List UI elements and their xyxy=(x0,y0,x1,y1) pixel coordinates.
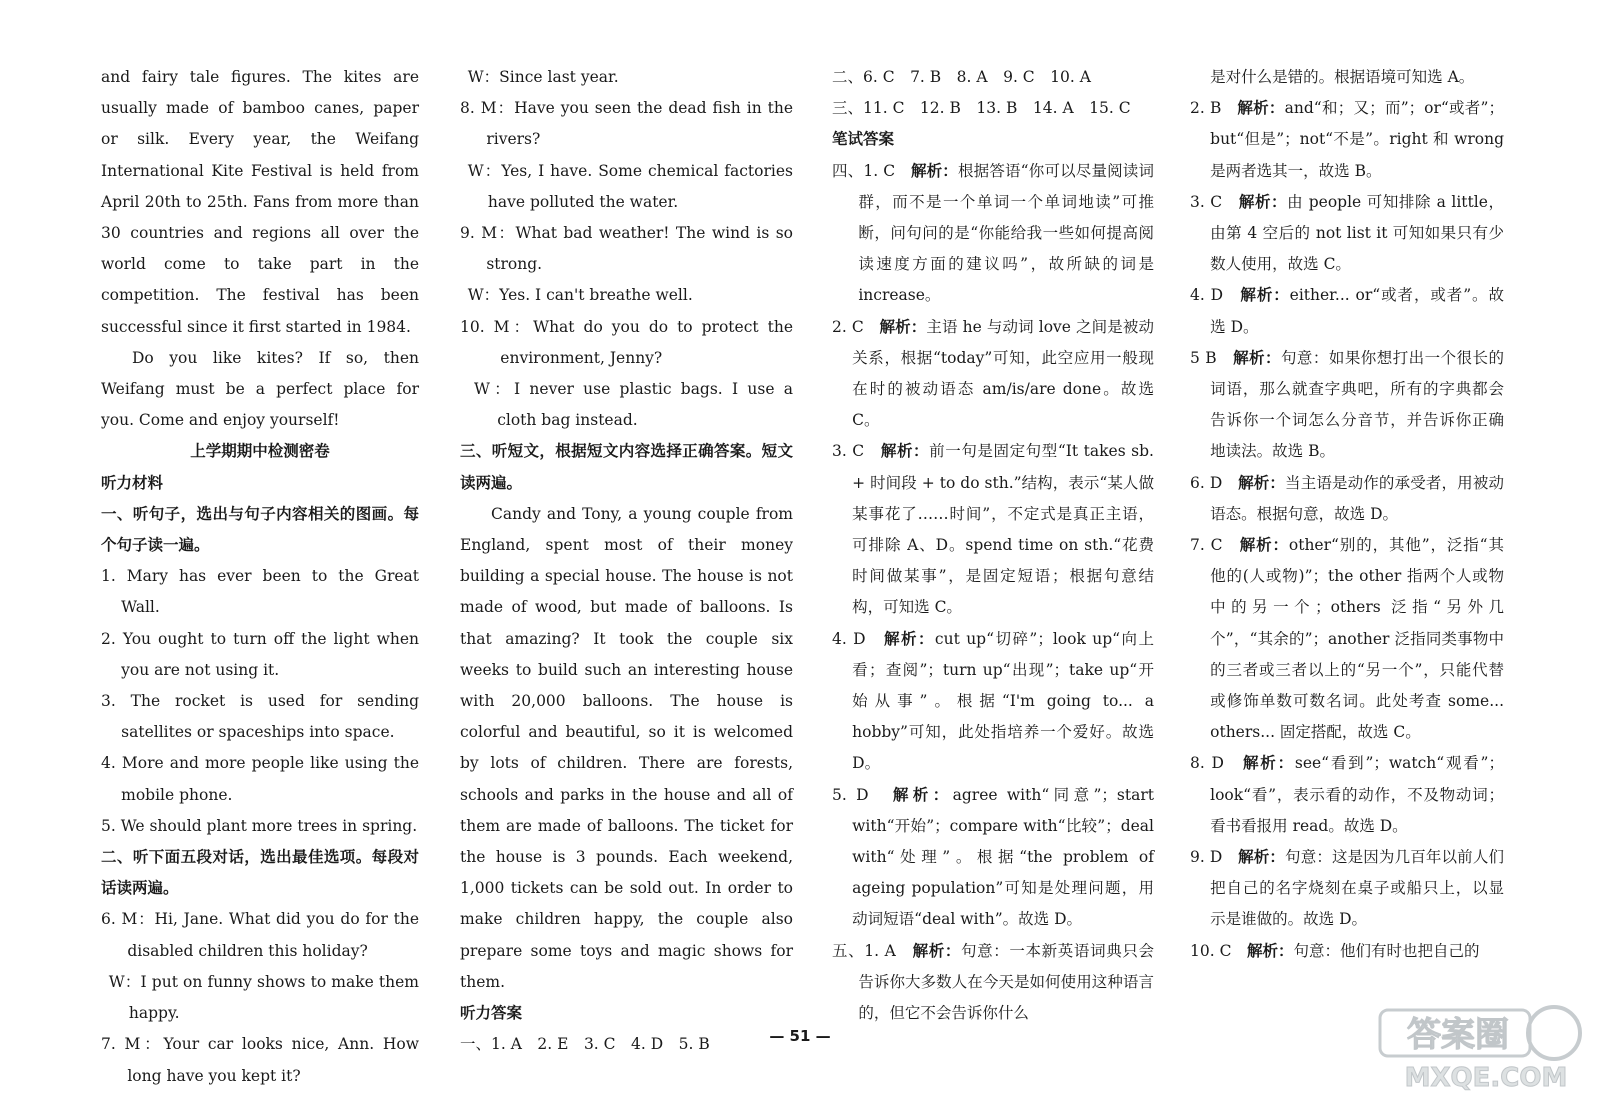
answer-number: 6. D xyxy=(1190,473,1223,492)
answer-explanation: and“和；又；而”；or“或者”；but“但是”；not“不是”。right 和 wrong 是两者选其一，故选 B。 xyxy=(1210,99,1504,180)
dialogue-8-man: 8. M：Have you seen the dead fish in the rivers? xyxy=(460,99,793,149)
dialogue-9-man: 9. M：What bad weather! The wind is so strong. xyxy=(460,224,793,274)
sentence-3: 3. The rocket is used for sending satellites or spaceships into space. xyxy=(101,692,419,742)
jiexi-label: 解析： xyxy=(1243,754,1295,773)
passage-kites-closing: Do you like kites? If so, then Weifang must be a perfect place for you. Come and enjoy yourself! xyxy=(101,348,419,430)
answers-part-2: 二、6. C 7. B 8. A 9. C 10. A xyxy=(832,68,1091,86)
section-3-title: 三、听短文，根据短文内容选择正确答案。短文读两遍。 xyxy=(460,442,793,492)
answer-explanation: 前一句是固定句型“It takes sb. + 时间段 + to do sth.”结构，表示“某人做某事花了……时间”，不定式是真正主语，可排除 A、D。spend time on sth.“花费时间做某事”，是固定短语；根据句意结构，可知选 C。 xyxy=(852,442,1154,617)
jiexi-label: 解析： xyxy=(1237,99,1285,118)
sentence-5: 5. We should plant more trees in spring. xyxy=(101,816,418,835)
listening-label: 听力材料 xyxy=(101,473,164,492)
dialogue-7-woman: W：Since last year. xyxy=(467,68,619,86)
answer-number: 7. C xyxy=(1190,536,1223,555)
section-1-title: 一、听句子，选出与句子内容相关的图画。每个句子读一遍。 xyxy=(101,504,419,555)
dialogue-8-woman: W：Yes, I have. Some chemical factories have polluted the water. xyxy=(467,161,793,211)
answer-5-6 xyxy=(1190,468,1504,530)
answer-number: 9. D xyxy=(1190,848,1223,867)
dialogue-10-woman: W：I never use plastic bags. I use a cloth bag instead. xyxy=(473,380,793,430)
answer-explanation: other“别的，其他”，泛指“其他的(人或物)”；the other 指两个人或物中的另一个；others 泛指“另外几个”，“其余的”；another 泛指同类事物中的三者或三者以上的“另一个”，只能代替或修饰单数可数名词。此处考查 some... others... 固定搭配，故选 C。 xyxy=(1210,536,1504,742)
watermark-text-main: 答案圈 xyxy=(1407,1015,1509,1055)
answers-part-1: 一、1. A 2. E 3. C 4. D 5. B xyxy=(460,1035,710,1054)
answer-4-5 xyxy=(832,780,1154,936)
answer-explanation: 当主语是动作的承受者，用被动语态。根据句意，故选 D。 xyxy=(1210,473,1504,523)
answer-number: 四、1. C xyxy=(832,161,896,180)
column-4 xyxy=(1190,62,1504,967)
dialogue-10-man: 10. M：What do you do to protect the environment, Jenny? xyxy=(460,317,793,367)
answer-number: 5. D xyxy=(832,785,869,804)
answer-number: 2. B xyxy=(1190,99,1222,118)
dialogue-9-woman: W：Yes. I can't breathe well. xyxy=(467,286,693,305)
jiexi-label: 解析： xyxy=(1238,192,1288,211)
jiexi-label: 解析： xyxy=(884,629,935,648)
answer-number: 10. C xyxy=(1190,941,1232,960)
jiexi-label: 解析： xyxy=(1246,941,1294,960)
jiexi-label: 解析： xyxy=(912,941,961,960)
exam-title: 上学期期中检测密卷 xyxy=(190,442,330,461)
answer-explanation: see“看到”；watch“观看”；look“看”，表示看的动作，不及物动词；看书看报用 read。故选 D。 xyxy=(1210,754,1504,835)
answer-4-1 xyxy=(832,156,1154,312)
column-1 xyxy=(101,62,419,1092)
jiexi-label: 解析： xyxy=(910,161,958,180)
answer-5-10 xyxy=(1190,936,1504,967)
answer-explanation: 句意：这是因为几百年以前人们把自己的名字烧刻在桌子或船只上，以显示是谁做的。故选 D。 xyxy=(1210,848,1504,929)
answer-explanation: 根据答语“你可以尽量阅读词群，而不是一个单词一个单词地读”可推断，问句问的是“你能给我一些如何提高阅读速度方面的建议吗”，故所缺的词是 increase。 xyxy=(858,161,1154,305)
answer-explanation: 主语 he 与动词 love 之间是被动关系，根据“today”可知，此空应用一般现在时的被动语态 am/is/are done。故选 C。 xyxy=(852,317,1154,430)
answer-number: 3. C xyxy=(1190,192,1223,211)
jiexi-label: 解析： xyxy=(892,785,953,804)
dialogue-6-woman: W：I put on funny shows to make them happy. xyxy=(108,972,419,1023)
answer-number: 3. C xyxy=(832,442,865,461)
answer-explanation: either... or“或者，或者”。故选 D。 xyxy=(1210,286,1504,336)
watermark-text-url: MXQE.COM xyxy=(1404,1063,1568,1092)
answer-number: 4. D xyxy=(1190,286,1224,305)
answer-5-5 xyxy=(1190,343,1504,468)
sentence-2: 2. You ought to turn off the light when you are not using it. xyxy=(101,629,419,679)
answer-number: 五、1. A xyxy=(832,941,896,960)
section-2-title: 二、听下面五段对话，选出最佳选项。每段对话读两遍。 xyxy=(101,848,419,898)
dialogue-7-man: 7. M：Your car looks nice, Ann. How long have you kept it? xyxy=(101,1035,419,1085)
answer-5-1 xyxy=(832,936,1154,1030)
answer-5-3 xyxy=(1190,187,1504,281)
jiexi-label: 解析： xyxy=(1240,286,1290,305)
answer-explanation: 句意：一本新英语词典只会告诉你大多数人在今天是如何使用这种语言的，但它不会告诉你什么 xyxy=(858,941,1154,1023)
jiexi-label: 解析： xyxy=(1238,473,1286,492)
answer-explanation: 句意：他们有时也把自己的 xyxy=(1293,941,1480,960)
answer-explanation: 由 people 可知排除 a little，由第 4 空后的 not list it 可知如果只有少数人使用，故选 C。 xyxy=(1210,192,1504,274)
passage-kites-end: and fairy tale figures. The kites are usually made of bamboo canes, paper or silk. Every year, the Weifang International Kite Festival is held from April 20th to 25th. Fans from more than 30 countries and regions all over the world come to take part in the competition. The festival has been successful since it first started in 1984. xyxy=(101,68,419,336)
answer-explanation: cut up“切碎”；look up“向上看；查阅”；turn up“出现”；take up“开始从事”。根据“I'm going to... a hobby”可知，此处指培养一个爱好。故选 D。 xyxy=(852,629,1154,773)
answer-5-7 xyxy=(1190,530,1504,748)
jiexi-label: 解析： xyxy=(1238,848,1286,867)
listening-answers-label: 听力答案 xyxy=(460,1004,523,1023)
column-3 xyxy=(832,62,1154,1029)
answer-number: 5 B xyxy=(1190,348,1217,367)
answer-5-8 xyxy=(1190,748,1504,842)
jiexi-label: 解析： xyxy=(880,442,930,461)
answer-number: 2. C xyxy=(832,317,864,336)
answer-5-9 xyxy=(1190,842,1504,936)
page-number: — 51 — xyxy=(769,1027,831,1045)
written-answers-label: 笔试答案 xyxy=(832,130,895,149)
jiexi-label: 解析： xyxy=(1233,348,1281,367)
answer-explanation: agree with“同意”；start with“开始”；compare with“比较”；deal with“处理”。根据“the problem of ageing population”可知是处理问题，用动词短语“deal with”。故选 D。 xyxy=(852,785,1154,929)
jiexi-label: 解析： xyxy=(879,317,927,336)
passage-balloon-house: Candy and Tony, a young couple from England, spent most of their money building a special house. The house is not made of wood, but made of balloons. Is that amazing? It took the couple six weeks to build such an interesting house with 20,000 balloons. The house is colorful and beautiful, so it is welcomed by lots of children. There are forests, schools and parks in the house and all of them are made of balloons. The ticket for the house is 3 pounds. Each weekend, 1,000 tickets can be sold out. In order to make children happy, the couple also prepare some toys and magic shows for them. xyxy=(460,504,793,991)
column-2 xyxy=(460,62,793,1061)
sentence-4: 4. More and more people like using the mobile phone. xyxy=(101,754,419,804)
jiexi-label: 解析： xyxy=(1239,536,1289,555)
answers-part-3: 三、11. C 12. B 13. B 14. A 15. C xyxy=(832,99,1131,118)
answer-4-3 xyxy=(832,436,1154,623)
sentence-1: 1. Mary has ever been to the Great Wall. xyxy=(101,567,419,617)
answer-number: 4. D xyxy=(832,629,866,648)
answer-5-4 xyxy=(1190,280,1504,342)
answer-number: 8. D xyxy=(1190,754,1224,773)
answer-5-1-continued: 是对什么是错的。根据语境可知选 A。 xyxy=(1210,68,1475,86)
answer-5-2 xyxy=(1190,93,1504,187)
answer-4-4 xyxy=(832,624,1154,780)
answer-explanation: 句意：如果你想打出一个很长的词语，那么就查字典吧，所有的字典都会告诉你一个词怎么分音节，并告诉你正确地读法。故选 B。 xyxy=(1210,348,1504,461)
dialogue-6-man: 6. M：Hi, Jane. What did you do for the disabled children this holiday? xyxy=(101,910,419,960)
watermark-logo xyxy=(1378,1004,1593,1092)
answer-4-2 xyxy=(832,312,1154,437)
